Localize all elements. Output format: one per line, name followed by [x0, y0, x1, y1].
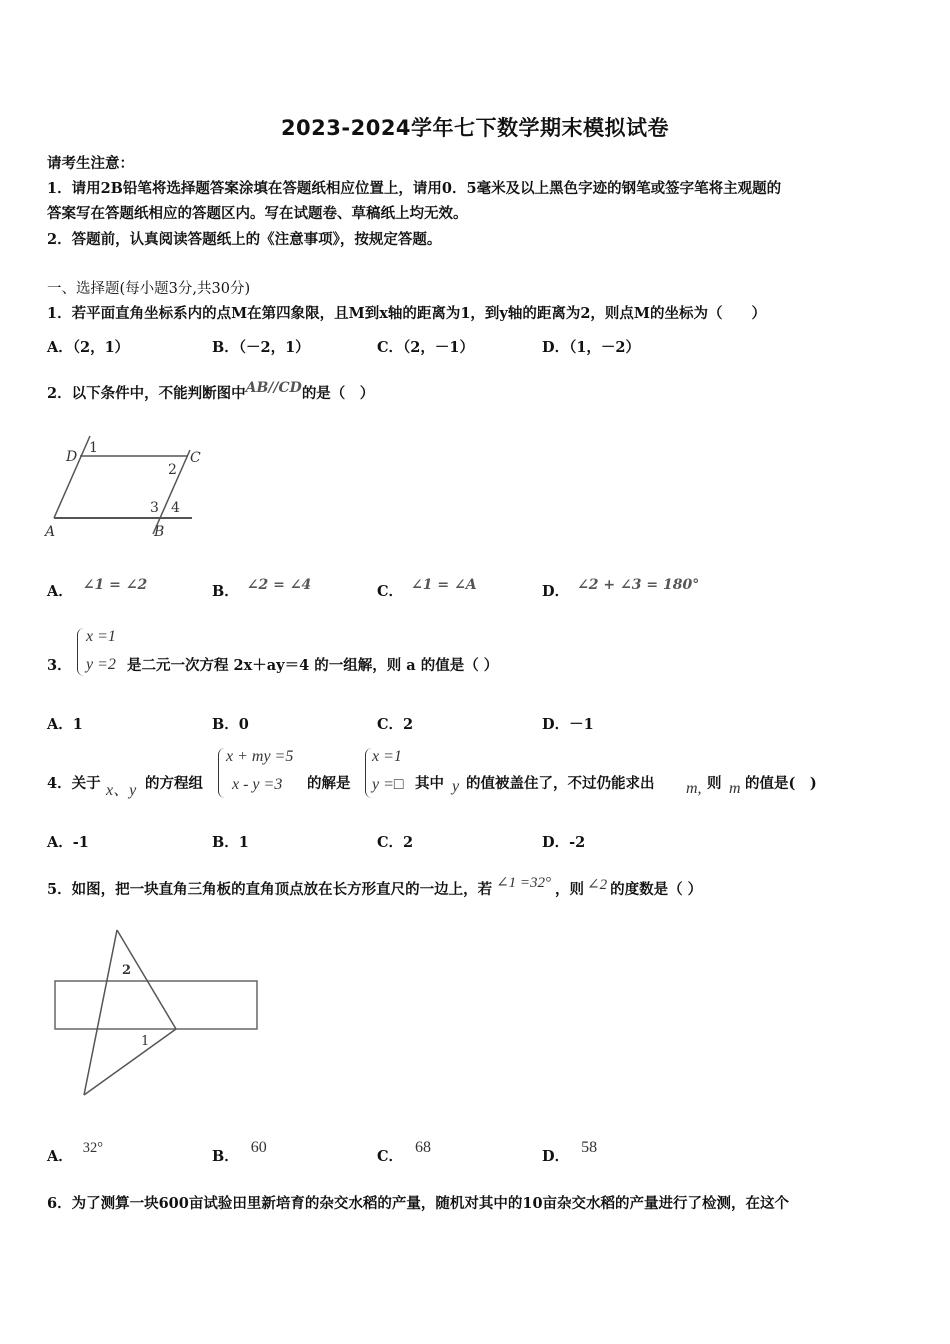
q4-sys1-eq2: x - y =3	[232, 776, 283, 793]
q5-stem-mid: ，则	[555, 881, 585, 898]
q1-option-a: A．（2，1）	[47, 339, 130, 356]
q4-option-d: D．-2	[542, 834, 586, 851]
q4-option-c: C．2	[377, 834, 414, 851]
q3-brace	[77, 628, 84, 676]
q4-mid1: 的方程组	[145, 775, 203, 792]
label-4: 4	[171, 500, 180, 516]
ruler-rect	[55, 981, 257, 1029]
q5-option-a	[47, 1140, 104, 1166]
q1-option-d: D．（1，－2）	[542, 339, 641, 356]
q2-stem-pre: 2．以下条件中，不能判断图中	[47, 385, 246, 402]
q2-figure	[40, 430, 205, 542]
triangle-bottom-side	[84, 1029, 176, 1095]
q4-y: y	[452, 778, 460, 795]
notice-heading: 请考生注意：	[47, 155, 134, 172]
q3-option-d: D．－1	[542, 716, 594, 733]
triangle-right-side	[117, 930, 176, 1029]
q4-mid4: 的值被盖住了，不过仍能求出	[466, 775, 655, 792]
q2-option-d-label: D．	[542, 583, 570, 600]
section-heading: 一、选择题(每小题3分,共30分)	[47, 281, 251, 297]
q5-option-a-value: 32°	[82, 1140, 104, 1156]
q5-stem	[47, 875, 703, 899]
q5-fig-label-1: 1	[141, 1034, 150, 1049]
q1-option-b: B．（－2，1）	[212, 339, 310, 356]
q4-post: 的值是( )	[745, 775, 817, 792]
q2-option-b-math: ∠2 = ∠4	[246, 577, 312, 593]
q1-stem: 1．若平面直角坐标系内的点M在第四象限，且M到x轴的距离为1，到y轴的距离为2，则点M的坐标为（ ）	[47, 305, 766, 322]
q5-stem-angle: ∠2	[587, 877, 608, 893]
q3-option-c: C．2	[377, 716, 414, 733]
q4-m-2: m	[729, 780, 741, 797]
label-1: 1	[89, 440, 98, 456]
q2-option-a-label: A．	[47, 583, 73, 600]
q4-mid2: 的解是	[307, 775, 351, 792]
label-2: 2	[168, 462, 177, 478]
q2-option-b	[212, 577, 312, 601]
q5-option-b-value: 60	[250, 1139, 267, 1156]
q5-option-a-label: A．	[47, 1148, 73, 1165]
q4-pre: 4．关于	[47, 775, 101, 792]
q3-eq-x: x =1	[86, 628, 116, 645]
q2-option-b-label: B．	[212, 583, 239, 600]
q4-option-a: A．-1	[47, 834, 89, 851]
q4-m-1: m,	[686, 780, 702, 797]
q4-sys2-eq2: y =□	[372, 776, 404, 793]
q2-option-c-math: ∠1 = ∠A	[411, 577, 477, 593]
q3-number: 3．	[47, 657, 72, 674]
q5-option-b-label: B．	[212, 1148, 239, 1165]
q1-option-c: C．（2，－1）	[377, 339, 474, 356]
q4-mid3: 其中	[415, 775, 444, 792]
q5-option-c	[377, 1139, 432, 1166]
q4-xy: x、y	[106, 782, 137, 799]
q5-option-d-value: 58	[581, 1139, 598, 1156]
q2-option-d	[542, 577, 700, 601]
q5-stem-post: 的度数是（ ）	[610, 881, 703, 898]
q4-brace-1	[218, 748, 225, 798]
q2-option-a	[47, 577, 148, 601]
q5-fig-label-2: 2	[122, 963, 132, 978]
q2-option-a-math: ∠1 = ∠2	[82, 577, 148, 593]
q5-option-d-label: D．	[542, 1148, 570, 1165]
page-title: 2023-2024学年七下数学期末模拟试卷	[280, 116, 670, 140]
q3-option-a: A．1	[47, 716, 83, 733]
q4-sys2-eq1: x =1	[372, 748, 402, 765]
label-3: 3	[150, 500, 159, 516]
q4-mid5: 则	[707, 775, 722, 792]
q3-option-b: B．0	[212, 716, 249, 733]
q3-stem: 是二元一次方程 2x＋ay＝4 的一组解，则 a 的值是（ ）	[127, 657, 499, 674]
q6-stem: 6．为了测算一块600亩试验田里新培育的杂交水稻的产量，随机对其中的10亩杂交水稻的产量进行了检测，在这个	[47, 1195, 790, 1212]
label-d: D	[66, 449, 78, 465]
q5-stem-cond: ∠1 =32°	[496, 875, 552, 891]
triangle-left-side	[84, 930, 117, 1095]
q5-figure	[50, 925, 265, 1100]
q5-option-c-value: 68	[415, 1139, 432, 1156]
q2-stem	[47, 382, 374, 403]
q5-option-b	[212, 1139, 267, 1166]
q2-stem-math: AB//CD	[245, 380, 302, 396]
q2-stem-post: 的是（ ）	[301, 385, 375, 402]
notice-line-1b: 答案写在答题纸相应的答题区内。写在试题卷、草稿纸上均无效。	[47, 205, 468, 222]
q4-brace-2	[365, 748, 372, 798]
label-a: A	[45, 524, 56, 540]
notice-line-2: 2．答题前，认真阅读答题纸上的《注意事项》，按规定答题。	[47, 231, 442, 248]
q4-option-b: B．1	[212, 834, 249, 851]
q5-option-c-label: C．	[377, 1148, 404, 1165]
q5-option-d	[542, 1139, 598, 1166]
label-c: C	[190, 450, 201, 466]
q2-option-d-math: ∠2 + ∠3 = 180°	[577, 577, 700, 593]
q5-stem-pre: 5．如图，把一块直角三角板的直角顶点放在长方形直尺的一边上，若	[47, 881, 493, 898]
q4-sys1-eq1: x + my =5	[226, 748, 294, 765]
q2-option-c	[377, 577, 477, 601]
q2-option-c-label: C．	[377, 583, 404, 600]
notice-line-1a: 1．请用2B铅笔将选择题答案涂填在答题纸相应位置上，请用0．5毫米及以上黑色字迹的钢笔或签字笔将主观题的	[47, 180, 782, 197]
q3-eq-y: y =2	[86, 656, 116, 673]
label-b: B	[154, 524, 165, 540]
